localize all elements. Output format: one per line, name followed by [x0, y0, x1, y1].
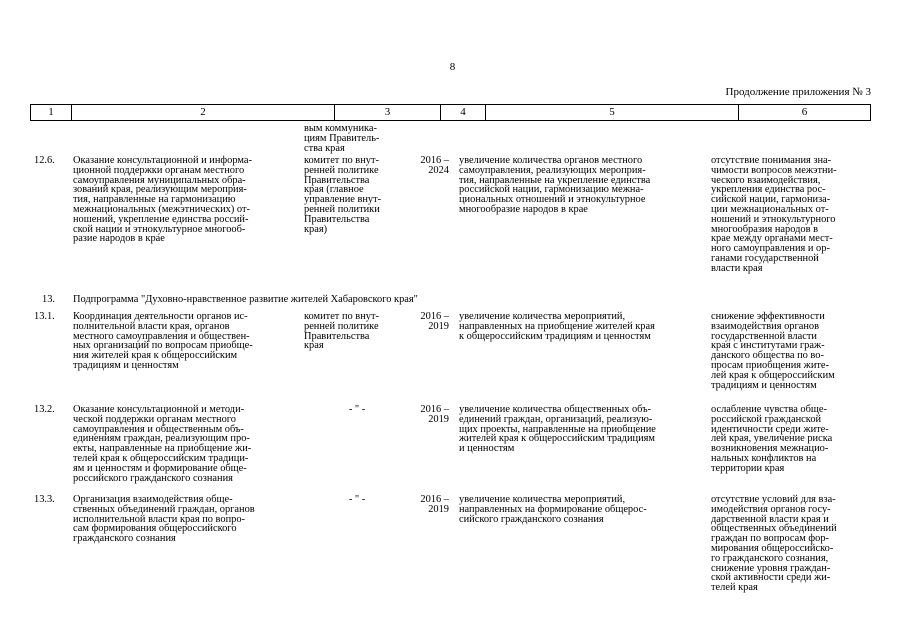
page-number: 8 [449, 61, 456, 73]
row-number: 13.2. [34, 404, 55, 415]
column-header-1: 1 [31, 105, 72, 120]
years-text: 2016 – 2019 [420, 494, 449, 515]
carryover-executor-text: вым коммуника- циям Правитель- ства края [304, 123, 380, 154]
activity-text: Организация взаимодействия обще- ственных объединений граждан, органов исполнительной власти края по вопро- сам формирования общероссийского гражданского сознания [73, 494, 255, 545]
consequence-text: ослабление чувства обще- российской гражданской идентичности среди жите- лей края, увеличение риска возникновения межнацио- нальных конфликтов на территории края [711, 404, 833, 474]
column-header-2: 2 [72, 105, 335, 120]
result-text: увеличение количества мероприятий, направленных на приобщение жителей края к общероссийским традициям и ценностям [459, 311, 655, 342]
years-text: 2016 – 2024 [420, 155, 449, 176]
years-text: 2016 – 2019 [420, 404, 449, 425]
executor-ditto-mark: - " - [348, 404, 366, 415]
consequence-text: снижение эффективности взаимодействия органов государственной власти края с институтами граж- данского общества по во- просам приобщения жите- лей края к общероссийским традициям и ценностям [711, 311, 835, 391]
consequence-text: отсутствие понимания зна- чимости вопросов межэтни- ческого взаимодействия, укрепления единства рос- сийской нации, гармониза- ции межнациональных от- ношений и этнокультурного многообразия народов в крае между органами мест- ного самоуправления и ор- ганами государственной власти края [711, 155, 837, 274]
table-header-row [30, 104, 871, 121]
executor-ditto-mark: - " - [348, 494, 366, 505]
activity-text: Координация деятельности органов ис- полнительной власти края, органов местного самоуправления и обществен- ных организаций по вопросам приобще- ния жителей края к общероссийским традициям и ценностям [73, 311, 253, 371]
row-number: 13.3. [34, 494, 55, 505]
result-text: увеличение количества общественных объ- единений граждан, организаций, реализую- щих проекты, направленные на приобщение жителей края к общероссийским традициям и ценностям [459, 404, 656, 455]
subprogram-number: 13. [42, 294, 55, 305]
years-text: 2016 – 2019 [420, 311, 449, 332]
column-header-3: 3 [335, 105, 441, 120]
appendix-continuation-note: Продолжение приложения № 3 [725, 86, 871, 98]
activity-text: Оказание консультационной и информа- ционной поддержки органам местного самоуправления муниципальных обра- зований края, реализующим мероприя- тия, направленные на гармонизацию межнациональных (межэтнических) от- ношений, укрепление единства россий- ской нации и этнокультурное многооб- разие народов в крае [73, 155, 252, 245]
result-text: увеличение количества мероприятий, направленных на формирование общерос- сийского гражданского сознания [459, 494, 647, 525]
executor-text: комитет по внут- ренней политике Правительства края [304, 311, 379, 352]
subprogram-title: Подпрограмма "Духовно-нравственное развитие жителей Хабаровского края" [73, 294, 418, 305]
row-number: 12.6. [34, 155, 55, 166]
activity-text: Оказание консультационной и методи- ческой поддержки органам местного самоуправления и общественным объ- единениям граждан, реализующим про- екты, направленные на приобщение жи- телей края к общероссийским традици- ям и ценностям и формирование обще- российского гражданского сознания [73, 404, 252, 484]
row-number: 13.1. [34, 311, 55, 322]
executor-text: комитет по внут- ренней политике Правительства края (главное управление внут- ренней политики Правительства края) [304, 155, 382, 235]
consequence-text: отсутствие условий для вза- имодействия органов госу- дарственной власти края и общественных объединений граждан по вопросам фор- мирования общероссийско- го гражданского сознания, снижение уровня граждан- ской активности среди жи- телей края [711, 494, 837, 594]
column-header-4: 4 [441, 105, 486, 120]
column-header-6: 6 [801, 106, 808, 118]
result-text: увеличение количества органов местного самоуправления, реализующих мероприя- тия, направленные на укрепление единства российской нации, гармонизацию межна- циональных отношений и этнокультурное многообразие народов в крае [459, 155, 651, 215]
column-header-5: 5 [486, 105, 739, 120]
